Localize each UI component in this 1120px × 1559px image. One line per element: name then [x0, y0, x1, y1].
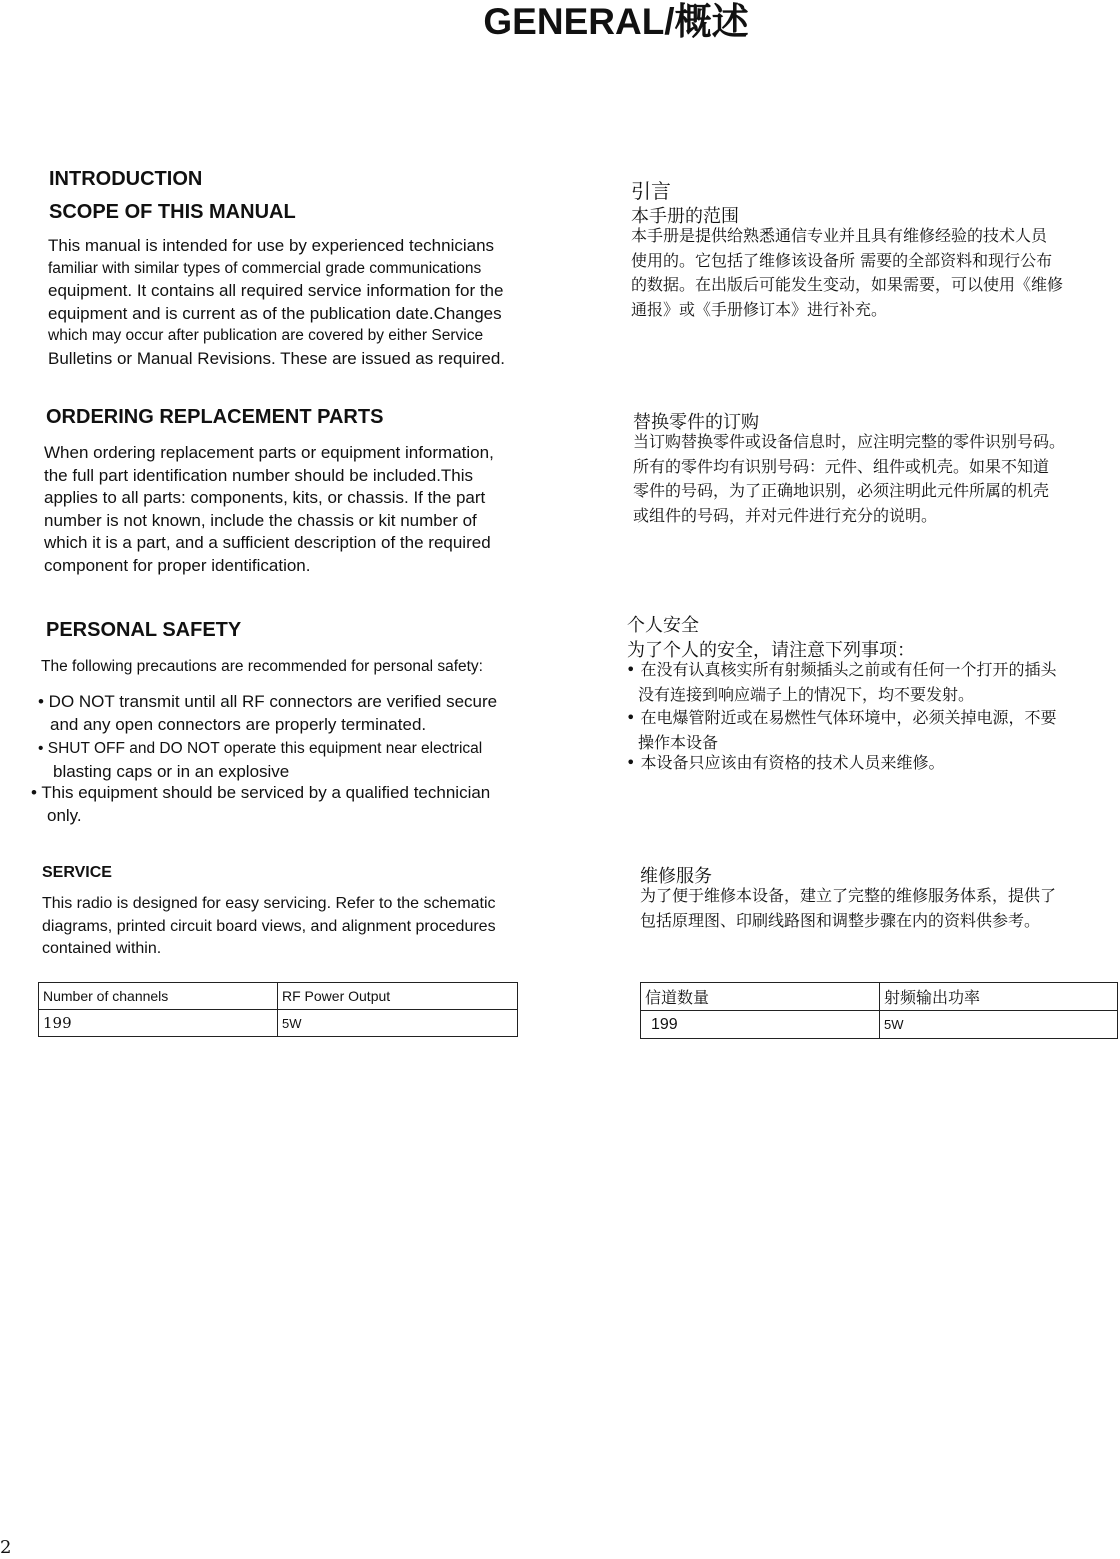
- ordering-heading: ORDERING REPLACEMENT PARTS: [46, 406, 384, 428]
- ordering-line: which it is a part, and a sufficient description of the required: [44, 533, 491, 552]
- zh-table-header-channels: 信道数量: [641, 983, 880, 1011]
- safety-bullet: • SHUT OFF and DO NOT operate this equipment near electrical blasting caps or in an explosive: [38, 740, 483, 781]
- service-line: diagrams, printed circuit board views, and alignment procedures: [42, 917, 496, 935]
- zh-ordering-paragraph: 当订购替换零件或设备信息时，应注明完整的零件识别号码。 所有的零件均有识别号码：元件、组件或机壳。如果不知道 零件的号码，为了正确地识别，必须注明此元件所属的机壳 或组件的号码，并对元件进行充分的说明。: [633, 432, 1066, 525]
- zh-table-cell-power: 5W: [880, 1011, 1118, 1039]
- table-row: [641, 983, 1118, 1011]
- safety-intro: The following precautions are recommended for personal safety:: [41, 658, 483, 675]
- table-cell-power: 5W: [278, 1010, 518, 1037]
- scope-line: This manual is intended for use by experienced technicians: [48, 236, 495, 255]
- table-cell-channels: 199: [39, 1010, 278, 1037]
- table-row: [39, 1010, 518, 1037]
- zh-safety-bullet: • 在没有认真核实所有射频插头之前或有任何一个打开的插头 没有连接到响应端子上的情况下，均不要发射。: [626, 660, 1057, 704]
- service-line: contained within.: [42, 940, 162, 957]
- zh-ordering-heading: 替换零件的订购: [633, 412, 759, 433]
- introduction-heading: INTRODUCTION: [49, 168, 203, 190]
- scope-line: familiar with similar types of commercial grade communications: [48, 259, 482, 277]
- ordering-line: applies to all parts: components, kits, or chassis. If the part: [44, 488, 486, 507]
- zh-service-paragraph: 为了便于维修本设备，建立了完整的维修服务体系，提供了 包括原理图、印刷线路图和调整步骤在内的资料供参考。: [640, 886, 1057, 930]
- zh-introduction-heading: 引言: [631, 179, 671, 203]
- personal-safety-heading: PERSONAL SAFETY: [46, 619, 242, 641]
- zh-safety-intro: 为了个人的安全，请注意下列事项：: [627, 640, 915, 661]
- zh-personal-safety-heading: 个人安全: [627, 615, 699, 636]
- scope-heading: SCOPE OF THIS MANUAL: [49, 201, 296, 223]
- specs-table-zh: [640, 982, 1118, 1039]
- scope-line: which may occur after publication are covered by either Service: [48, 327, 484, 344]
- service-line: This radio is designed for easy servicing. Refer to the schematic: [42, 895, 496, 912]
- zh-safety-bullet: • 在电爆管附近或在易燃性气体环境中，必须关掉电源，不要 操作本设备: [626, 708, 1057, 752]
- zh-safety-bullet: • 本设备只应该由有资格的技术人员来维修。: [626, 753, 945, 772]
- safety-bullet: • DO NOT transmit until all RF connectors are verified secure and any open connectors are properly terminated.: [38, 692, 498, 734]
- table-row: [39, 983, 518, 1010]
- specs-table-en: [38, 982, 518, 1037]
- zh-scope-paragraph: 本手册是提供给熟悉通信专业并且具有维修经验的技术人员 使用的。它包括了维修该设备所 需要的全部资料和现行公布 的数据。在出版后可能发生变动，如果需要，可以使用《维修 通报》或《手册修订本》进行补充。: [631, 226, 1064, 319]
- scope-line: equipment. It contains all required service information for the: [48, 281, 504, 300]
- service-paragraph: [42, 893, 496, 961]
- ordering-line: number is not known, include the chassis or kit number of: [44, 510, 477, 530]
- zh-scope-heading: 本手册的范围: [631, 206, 739, 227]
- safety-bullet: • This equipment should be serviced by a qualified technician only.: [31, 783, 491, 825]
- ordering-paragraph: [44, 442, 494, 577]
- zh-table-cell-channels: 199: [641, 1011, 880, 1039]
- service-heading: SERVICE: [42, 864, 112, 881]
- table-header-channels: Number of channels: [39, 983, 278, 1010]
- ordering-line: component for proper identification.: [44, 555, 311, 575]
- scope-paragraph: [48, 235, 505, 370]
- table-header-power: RF Power Output: [278, 983, 518, 1010]
- scope-line: equipment and is current as of the publication date.Changes: [48, 303, 502, 323]
- ordering-line: the full part identification number should be included.This: [44, 465, 474, 485]
- zh-table-header-power: 射频输出功率: [880, 983, 1118, 1011]
- scope-line: Bulletins or Manual Revisions. These are issued as required.: [48, 348, 506, 368]
- zh-service-heading: 维修服务: [640, 866, 712, 887]
- ordering-line: When ordering replacement parts or equipment information,: [44, 443, 494, 462]
- table-row: [641, 1011, 1118, 1039]
- page-number: 2: [0, 1537, 12, 1558]
- page-title: GENERAL/概述: [483, 1, 749, 42]
